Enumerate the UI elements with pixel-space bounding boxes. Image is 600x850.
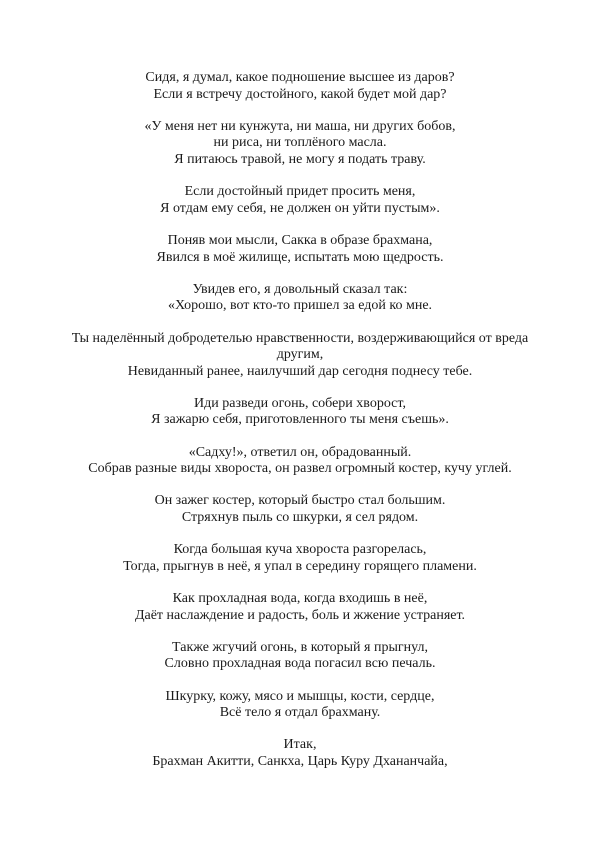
poem-line: Я зажарю себя, приготовленного ты меня съешь». [151, 412, 449, 428]
stanza [50, 591, 550, 624]
stanza [50, 331, 550, 381]
poem-line: Если достойный придет просить меня, [184, 184, 416, 200]
poem-line: Тогда, прыгнув в неё, я упал в середину горящего пламени. [123, 558, 477, 574]
poem-line: Если я встречу достойного, какой будет мой дар? [153, 86, 447, 102]
poem-line: Словно прохладная вода погасил всю печаль. [164, 656, 436, 672]
poem-line: Ты наделённый добродетелью нравственности, воздерживающийся от вреда другим, [71, 330, 529, 363]
stanza [50, 493, 550, 526]
poem-line: «Хорошо, вот кто-то пришел за едой ко мне. [167, 298, 433, 314]
poem-line: Как прохладная вода, когда входишь в неё, [172, 591, 428, 606]
poem-line: Сидя, я думал, какое подношение высшее из даров? [145, 70, 455, 85]
poem-line: Всё тело я отдал брахману. [219, 705, 381, 721]
poem-line: ни риса, ни топлёного масла. [213, 135, 387, 151]
stanza [50, 542, 550, 575]
poem-line: Собрав разные виды хвороста, он развел огромный костер, кучу углей. [88, 461, 512, 477]
poem-line: Шкурку, кожу, мясо и мышцы, кости, сердце, [165, 688, 435, 704]
poem-line: Явился в моё жилище, испытать мою щедрость. [156, 249, 444, 265]
document-page [50, 70, 550, 786]
poem-line: Поняв мои мысли, Сакка в образе брахмана, [167, 232, 433, 248]
poem-line: Я питаюсь травой, не могу я подать траву. [174, 151, 426, 167]
stanza [50, 640, 550, 673]
poem-line: Увидев его, я довольный сказал так: [192, 281, 408, 297]
poem-line: Стряхнув пыль со шкурки, я сел рядом. [181, 510, 419, 526]
poem-line: Итак, [283, 737, 317, 753]
poem-line: Когда большая куча хвороста разгорелась, [173, 542, 427, 558]
poem-line: Брахман Акитти, Санкха, Царь Куру Дхананчайа, [152, 753, 448, 769]
poem-line: Невиданный ранее, наилучший дар сегодня поднесу тебе. [127, 363, 473, 379]
poem-line: Даёт наслаждение и радость, боль и жжение устраняет. [134, 607, 466, 623]
poem-line: Также жгучий огонь, в который я прыгнул, [172, 639, 428, 655]
stanza [50, 689, 550, 722]
poem-line: «Садху!», ответил он, обрадованный. [188, 444, 412, 460]
poem-line: Иди разведи огонь, собери хворост, [194, 395, 406, 411]
stanza [50, 282, 550, 315]
stanza [50, 396, 550, 429]
stanza [50, 184, 550, 217]
poem-line: Я отдам ему себя, не должен он уйти пустым». [160, 200, 440, 216]
stanza [50, 70, 550, 103]
stanza [50, 119, 550, 169]
stanza [50, 737, 550, 770]
stanza [50, 445, 550, 478]
poem-line: «У меня нет ни кунжута, ни маша, ни других бобов, [144, 118, 456, 134]
stanza [50, 233, 550, 266]
poem-line: Он зажег костер, который быстро стал большим. [154, 493, 446, 509]
